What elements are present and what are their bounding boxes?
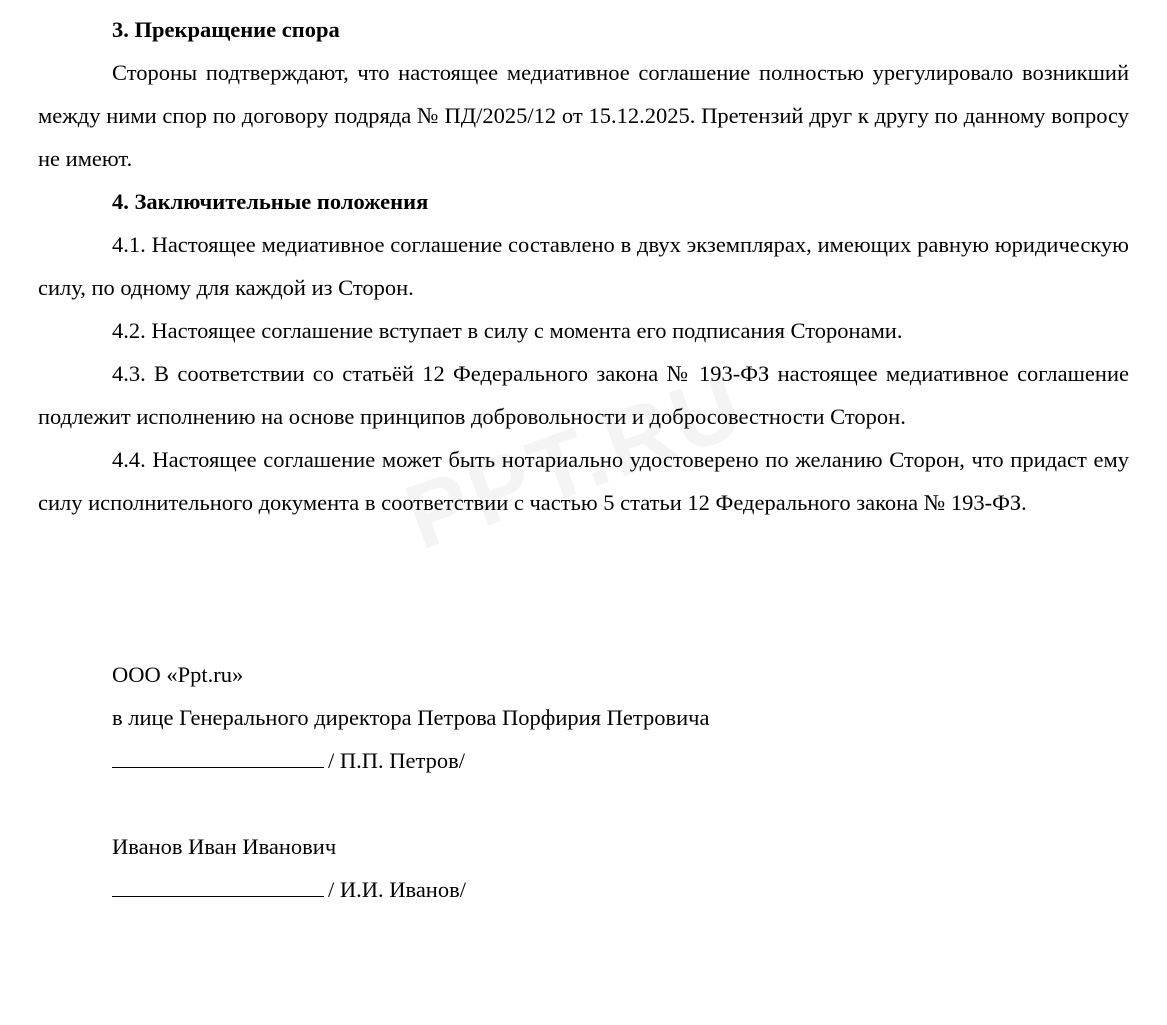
signature-blank [112, 868, 324, 897]
signature-gap [112, 782, 1129, 825]
section-4-heading: 4. Заключительные положения [112, 189, 429, 214]
blank-space [38, 524, 1129, 653]
party-1-representative: в лице Генерального директора Петрова Порфирия Петровича [112, 705, 710, 730]
clause-4-3: 4.3. В соответствии со статьёй 12 Федерального закона № 193-ФЗ настоящее медиативное соглашение подлежит исполнению на основе принципов добровольности и добросовестности Сторон. [38, 361, 1129, 429]
clause-4-2: 4.2. Настоящее соглашение вступает в силу с момента его подписания Сторонами. [112, 318, 903, 343]
signature-block [38, 653, 1129, 911]
clause-4-1: 4.1. Настоящее медиативное соглашение составлено в двух экземплярах, имеющих равную юридическую силу, по одному для каждой из Сторон. [38, 232, 1129, 300]
party-2-name: Иванов Иван Иванович [112, 834, 337, 859]
signature-blank [112, 739, 324, 768]
party-2-signature-line [112, 868, 1129, 911]
party-1-name: ООО «Ppt.ru» [112, 662, 244, 687]
party-2-signature-name: / И.И. Иванов/ [328, 877, 466, 902]
party-1-signature-name: / П.П. Петров/ [328, 748, 465, 773]
party-1-signature-line [112, 739, 1129, 782]
section-3-paragraph: Стороны подтверждают, что настоящее медиативное соглашение полностью урегулировало возникший между ними спор по договору подряда № ПД/2025/12 от 15.12.2025. Претензий друг к другу по данному вопросу не имеют. [38, 60, 1129, 171]
clause-4-4: 4.4. Настоящее соглашение может быть нотариально удостоверено по желанию Сторон, что придаст ему силу исполнительного документа в соответствии с частью 5 статьи 12 Федерального закона № 193-ФЗ. [38, 447, 1129, 515]
section-3-heading: 3. Прекращение спора [112, 17, 340, 42]
